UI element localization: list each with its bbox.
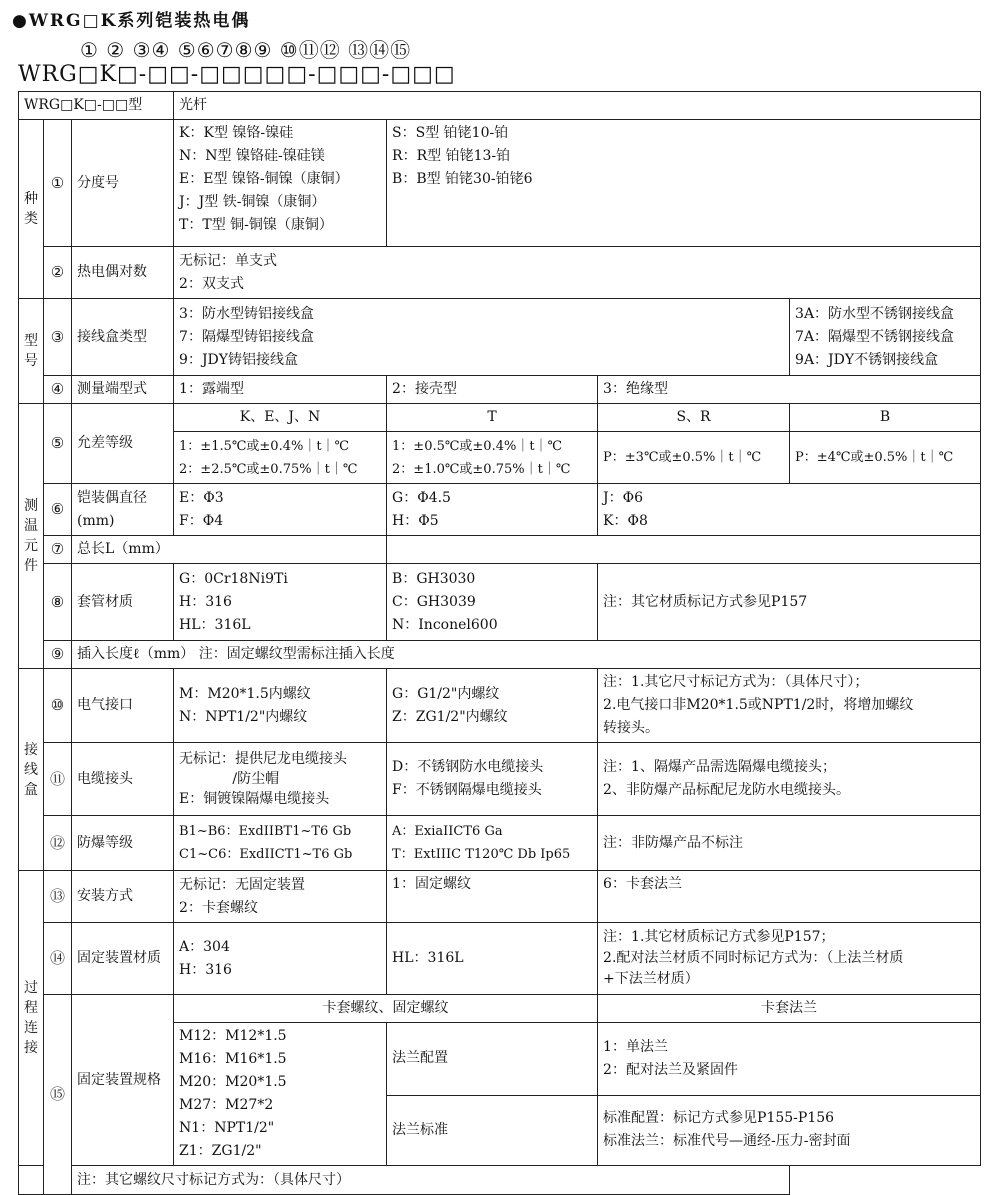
row-name: 固定装置规格 xyxy=(72,995,174,1166)
option-text: J：J型 铁-铜镍（康铜） xyxy=(179,194,326,210)
option-text: M27：M27*2 xyxy=(179,1097,274,1113)
row-number: ⑧ xyxy=(44,564,72,641)
option-cell xyxy=(174,120,387,247)
table-row xyxy=(19,299,981,376)
option-cell xyxy=(174,816,387,871)
category-element: 测温元件 xyxy=(19,404,44,669)
option-text: F：Φ4 xyxy=(179,512,224,529)
option-cell xyxy=(387,120,981,247)
option-cell xyxy=(790,299,981,376)
row-number: ⑤ xyxy=(44,404,72,484)
option-text: 2：双支式 xyxy=(179,275,244,292)
model-desc: 光杆 xyxy=(174,92,981,120)
option-text: H：Φ5 xyxy=(392,512,439,529)
option-text: G：G1/2"内螺纹 xyxy=(392,685,500,702)
table-row xyxy=(19,404,981,432)
row-number: ⑬ xyxy=(44,871,72,923)
category-type: 型号 xyxy=(19,299,44,404)
note-cell xyxy=(598,669,981,743)
row-name: 套管材质 xyxy=(72,564,174,641)
option-text: R：R型 铂铑13-铂 xyxy=(392,148,511,164)
note-text: 2.配对法兰材质不同时标记方式为：（上法兰材质 xyxy=(603,950,904,966)
option-text: B：B型 铂铑30-铂铑6 xyxy=(392,171,533,187)
note-text: 2.电气接口非M20*1.5或NPT1/2时，将增加螺纹 xyxy=(603,697,914,713)
table-row xyxy=(19,743,981,816)
table-row xyxy=(19,564,981,641)
option-text: A：ExiaIICT6 Ga xyxy=(392,824,503,839)
option-text: 2：卡套螺纹 xyxy=(179,899,258,916)
option-text: 3：防水型铸铝接线盒 xyxy=(179,305,314,322)
option-text: 9A：JDY不锈钢接线盒 xyxy=(795,351,939,368)
option-cell: 2：接壳型 xyxy=(387,376,598,404)
option-text: G：0Cr18Ni9Ti xyxy=(179,570,288,587)
table-row xyxy=(19,871,981,923)
row-name-line: 铠装偶直径 xyxy=(77,489,147,506)
row-number: ⑫ xyxy=(44,816,72,871)
option-cell xyxy=(387,536,981,564)
option-label: 法兰配置 xyxy=(387,1023,598,1096)
note-text: 注：1、隔爆产品需选隔爆电缆接头； xyxy=(603,759,836,775)
option-cell: P：±3℃或±0.5%｜t｜℃ xyxy=(598,432,790,484)
option-text: 1：单法兰 xyxy=(603,1038,668,1055)
column-header: T xyxy=(387,404,598,432)
note-text: 转接头。 xyxy=(603,720,660,736)
table-row xyxy=(19,1166,981,1195)
option-cell xyxy=(598,484,981,536)
option-cell xyxy=(387,743,598,816)
option-text: Z1：ZG1/2" xyxy=(179,1143,262,1159)
option-text: B1~B6：ExdIIBT1~T6 Gb xyxy=(179,824,352,839)
option-text: E：Φ3 xyxy=(179,489,224,506)
option-text: 标准法兰：标准代号—通经-压力-密封面 xyxy=(603,1133,851,1150)
option-text: K：K型 镍铬-镍硅 xyxy=(179,125,294,141)
row-name: 电气接口 xyxy=(72,669,174,743)
note-cell: 注：其它材质标记方式参见P157 xyxy=(598,564,981,641)
option-cell xyxy=(387,564,598,641)
row-name: 分度号 xyxy=(72,120,174,247)
option-text: C：GH3039 xyxy=(392,593,476,610)
option-text: 7：隔爆型铸铝接线盒 xyxy=(179,328,314,345)
option-cell xyxy=(598,1023,981,1096)
row-name xyxy=(72,484,174,536)
table-row xyxy=(19,536,981,564)
row-name: 插入长度ℓ（mm） 注：固定螺纹型需标注插入长度 xyxy=(72,641,981,669)
option-text: HL：316L xyxy=(179,616,251,633)
option-text: M12：M12*1.5 xyxy=(179,1028,287,1044)
option-text: K：Φ8 xyxy=(603,512,648,529)
row-name: 电缆接头 xyxy=(72,743,174,816)
option-text: M16：M16*1.5 xyxy=(179,1051,287,1067)
note-text: 2、非防爆产品标配尼龙防水电缆接头。 xyxy=(603,782,850,798)
row-name: 固定装置材质 xyxy=(72,923,174,995)
option-text: B：GH3030 xyxy=(392,570,476,587)
row-name: 热电偶对数 xyxy=(72,247,174,299)
model-code: WRG□K□-□□-□□□□□-□□□-□□□ xyxy=(18,62,456,87)
option-cell xyxy=(174,1023,387,1166)
option-text: M20：M20*1.5 xyxy=(179,1074,287,1090)
option-text: G：Φ4.5 xyxy=(392,489,451,506)
row-name: 安装方式 xyxy=(72,871,174,923)
row-name: 防爆等级 xyxy=(72,816,174,871)
row-name xyxy=(19,1166,44,1195)
option-cell: 3：绝缘型 xyxy=(598,376,981,404)
table-row xyxy=(19,669,981,743)
column-header: S、R xyxy=(598,404,790,432)
option-text: H：316 xyxy=(179,593,232,610)
option-text: D：不锈钢防水电缆接头 xyxy=(392,759,544,775)
option-text: 标准配置：标记方式参见P155-P156 xyxy=(603,1110,835,1127)
note-text: 注：1.其它材质标记方式参见P157； xyxy=(603,929,835,945)
option-text: F：不锈钢隔爆电缆接头 xyxy=(392,782,542,798)
option-cell xyxy=(174,484,387,536)
row-number: ⑪ xyxy=(44,743,72,816)
option-text: /防尘帽 xyxy=(179,771,280,787)
option-text: 1：±0.5℃或±0.4%｜t｜℃ xyxy=(392,438,563,454)
option-label: 法兰标准 xyxy=(387,1095,598,1166)
option-text: 2：±1.0℃或±0.75%｜t｜℃ xyxy=(392,461,571,477)
option-cell xyxy=(174,564,387,641)
category-box: 接线盒 xyxy=(19,669,44,871)
option-cell xyxy=(174,871,387,923)
table-row xyxy=(19,92,981,120)
row-number: ⑩ xyxy=(44,669,72,743)
option-text: 1：±1.5℃或±0.4%｜t｜℃ xyxy=(179,438,350,454)
row-number: ④ xyxy=(44,376,72,404)
option-text: Z：ZG1/2"内螺纹 xyxy=(392,708,508,725)
option-text: T：ExtIIIC T120℃ Db Ip65 xyxy=(392,847,571,862)
table-row xyxy=(19,247,981,299)
note-cell xyxy=(598,743,981,816)
option-cell xyxy=(174,743,387,816)
option-cell: 6：卡套法兰 xyxy=(598,871,981,923)
row-number: ⑥ xyxy=(44,484,72,536)
option-text: H：316 xyxy=(179,961,232,978)
option-cell: 1：固定螺纹 xyxy=(387,871,598,923)
option-text: 2：±2.5℃或±0.75%｜t｜℃ xyxy=(179,461,358,477)
column-header: B xyxy=(790,404,981,432)
row-name: 允差等级 xyxy=(72,404,174,484)
option-text: 无标记：单支式 xyxy=(179,252,278,269)
column-header: 卡套法兰 xyxy=(598,995,981,1023)
note-text: 注：1.其它尺寸标记方式为：（具体尺寸）； xyxy=(603,674,869,690)
option-text: 9：JDY铸铝接线盒 xyxy=(179,351,299,368)
page-title: ●WRG□K系列铠装热电偶 xyxy=(12,11,251,31)
option-text: T：T型 铜-铜镍（康铜） xyxy=(179,217,333,233)
table-row xyxy=(19,641,981,669)
row-number: ⑮ xyxy=(44,995,72,1195)
option-cell xyxy=(387,816,598,871)
option-cell xyxy=(174,247,981,299)
option-text: J：Φ6 xyxy=(603,489,644,506)
note-cell xyxy=(598,923,981,995)
option-cell: HL：316L xyxy=(387,923,598,995)
table-row xyxy=(19,995,981,1023)
option-cell xyxy=(174,669,387,743)
option-text: N：NPT1/2"内螺纹 xyxy=(179,708,308,725)
option-cell xyxy=(174,299,790,376)
option-text: C1~C6：ExdIICT1~T6 Gb xyxy=(179,847,353,862)
option-text: 7A：隔爆型不锈钢接线盒 xyxy=(795,328,955,345)
row-number: ⑦ xyxy=(44,536,72,564)
table-row xyxy=(19,484,981,536)
category-process: 过程连接 xyxy=(19,871,44,1166)
note-cell: 注：非防爆产品不标注 xyxy=(598,816,981,871)
note-cell: 注：其它螺纹尺寸标记方式为：（具体尺寸） xyxy=(72,1166,790,1195)
option-cell xyxy=(174,923,387,995)
option-text: A：304 xyxy=(179,938,230,955)
row-number: ① xyxy=(44,120,72,247)
selection-table xyxy=(18,91,981,1195)
option-text: N：N型 镍铬硅-镍硅镁 xyxy=(179,148,325,164)
row-name: 总长L（mm） xyxy=(72,536,387,564)
note-text: +下法兰材质） xyxy=(603,971,699,987)
option-cell xyxy=(387,669,598,743)
option-cell xyxy=(174,432,387,484)
category-kind: 种类 xyxy=(19,120,44,299)
option-text: 无标记：无固定装置 xyxy=(179,876,306,893)
table-row xyxy=(19,376,981,404)
option-text: N：Inconel600 xyxy=(392,616,498,633)
option-text: S：S型 铂铑10-铂 xyxy=(392,125,509,141)
table-row xyxy=(19,923,981,995)
row-number: ⑭ xyxy=(44,923,72,995)
column-header: K、E、J、N xyxy=(174,404,387,432)
option-text: 无标记：提供尼龙电缆接头 xyxy=(179,751,348,767)
table-row xyxy=(19,120,981,247)
option-text: N1：NPT1/2" xyxy=(179,1120,275,1136)
option-text: 2：配对法兰及紧固件 xyxy=(603,1061,738,1078)
row-name: 接线盒类型 xyxy=(72,299,174,376)
row-name-unit: (mm) xyxy=(77,512,115,529)
option-text: 3A：防水型不锈钢接线盒 xyxy=(795,305,955,322)
model-cell: WRG□K□-□□型 xyxy=(19,92,174,120)
option-cell xyxy=(387,432,598,484)
option-text: E：铜镀镍隔爆电缆接头 xyxy=(179,791,330,807)
row-number: ⑨ xyxy=(44,641,72,669)
row-number: ② xyxy=(44,247,72,299)
row-number: ③ xyxy=(44,299,72,376)
row-name: 测量端型式 xyxy=(72,376,174,404)
column-header: 卡套螺纹、固定螺纹 xyxy=(174,995,598,1023)
position-numbers: ① ② ③④ ⑤⑥⑦⑧⑨ ⑩⑪⑫ ⑬⑭⑮ xyxy=(80,38,412,62)
option-cell: P：±4℃或±0.5%｜t｜℃ xyxy=(790,432,981,484)
table-row xyxy=(19,816,981,871)
option-cell xyxy=(387,484,598,536)
option-cell: 1：露端型 xyxy=(174,376,387,404)
option-text: E：E型 镍铬-铜镍（康铜） xyxy=(179,171,349,187)
option-text: M：M20*1.5内螺纹 xyxy=(179,685,311,702)
option-cell xyxy=(598,1095,981,1166)
